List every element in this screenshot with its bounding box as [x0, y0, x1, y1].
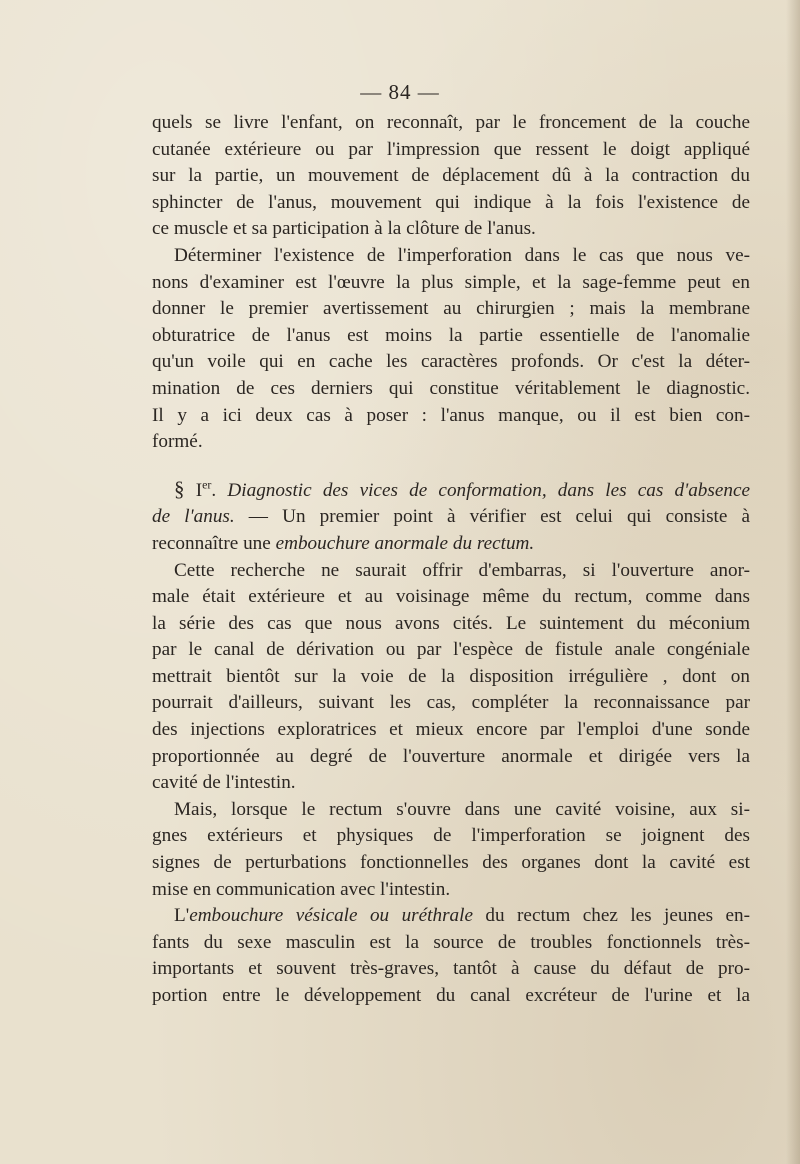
page-number: — 84 — — [360, 80, 440, 104]
text-line: male était extérieure et au voisinage même du rectum, comme dans — [152, 586, 750, 608]
emphasis-text: embouchure anormale du rectum. — [275, 532, 535, 554]
paragraph-1 — [152, 110, 750, 243]
paragraph-5 — [152, 797, 750, 903]
text-line: quels se livre l'enfant, on reconnaît, par le froncement de la couche — [152, 112, 750, 133]
text-line: mettrait bientôt sur la voie de la disposition irrégulière , dont on — [152, 665, 750, 687]
text-line: mination de ces derniers qui constitue véritablement le diagnostic. — [152, 377, 750, 399]
text-line: obturatrice de l'anus est moins la partie essentielle de l'anomalie — [152, 324, 750, 346]
text-line: nons d'examiner est l'œuvre la plus simple, et la sage-femme peut en — [152, 271, 750, 293]
text-fragment: du rectum chez les jeunes en- — [473, 905, 751, 927]
text-line: pourrait d'ailleurs, suivant les cas, compléter la reconnaissance par — [152, 692, 750, 714]
section-numeral-superscript: er — [202, 477, 212, 492]
text-line: Cette recherche ne saurait offrir d'embarras, si l'ouverture anor- — [174, 559, 750, 581]
section-numeral: I — [195, 479, 203, 501]
text-line: importants et souvent très-graves, tantôt à cause du défaut de pro- — [152, 958, 750, 980]
text-line: cutanée extérieure ou par l'impression que ressent le doigt appliqué — [152, 138, 750, 160]
section-title-italic: Diagnostic des vices de conformation, dans les cas d'absence — [227, 479, 751, 501]
text-line: gnes extérieurs et physiques de l'imperforation se joignent des — [152, 825, 750, 847]
text-line — [152, 531, 750, 558]
text-line: signes de perturbations fonctionnelles des organes dont la cavité est — [152, 852, 750, 874]
section-title-italic: de l'anus. — [152, 506, 235, 528]
text-line: ce muscle et sa participation à la clôture de l'anus. — [152, 218, 536, 240]
text-line: Mais, lorsque le rectum s'ouvre dans une cavité voisine, aux si- — [174, 798, 750, 820]
section-heading-line: § Ier. Diagnostic des vices de conformation, dans les cas d'absence — [174, 476, 751, 501]
text-line: sur la partie, un mouvement de déplacement dû à la contraction du — [152, 165, 750, 187]
text-line: qu'un voile qui en cache les caractères profonds. Or c'est la déter- — [152, 351, 750, 373]
section-sign: § — [174, 476, 185, 501]
text-line: formé. — [152, 431, 203, 453]
text-fragment: L' — [174, 905, 190, 927]
text-line: portion entre le développement du canal excréteur de l'urine et la — [152, 985, 750, 1006]
section-heading — [152, 476, 750, 558]
text-line: Il y a ici deux cas à poser : l'anus manque, ou il est bien con- — [152, 404, 750, 426]
paragraph-2 — [152, 243, 750, 456]
text-line: des injections exploratrices et mieux encore par l'emploi d'une sonde — [152, 719, 750, 741]
text-line: proportionnée au degré de l'ouverture anormale et dirigée vers la — [152, 745, 750, 767]
text-fragment: reconnaître une — [152, 532, 276, 554]
text-line: cavité de l'intestin. — [152, 772, 296, 794]
body-text — [152, 110, 750, 1010]
page-edge-shadow — [786, 0, 800, 1164]
paragraph-4 — [152, 558, 750, 797]
text-line: fants du sexe masculin est la source de troubles fonctionnels très- — [152, 931, 750, 953]
text-line: la série des cas que nous avons cités. Le suintement du méconium — [152, 612, 750, 634]
text-line: Déterminer l'existence de l'imperforation dans le cas que nous ve- — [174, 244, 750, 266]
paragraph-6 — [152, 903, 750, 1009]
text-line: donner le premier avertissement au chirurgien ; mais la membrane — [152, 298, 750, 320]
text-fragment: — Un premier point à vérifier est celui qui consiste à — [234, 506, 751, 528]
section-heading-line — [152, 504, 750, 531]
emphasis-text: embouchure vésicale ou uréthrale — [189, 905, 473, 927]
text-line: par le canal de dérivation ou par l'espèce de fistule anale congéniale — [152, 639, 750, 661]
section-spacer — [152, 456, 750, 476]
text-line — [152, 903, 750, 930]
text-line: mise en communication avec l'intestin. — [152, 878, 451, 900]
text-line: sphincter de l'anus, mouvement qui indique à la fois l'existence de — [152, 191, 750, 213]
